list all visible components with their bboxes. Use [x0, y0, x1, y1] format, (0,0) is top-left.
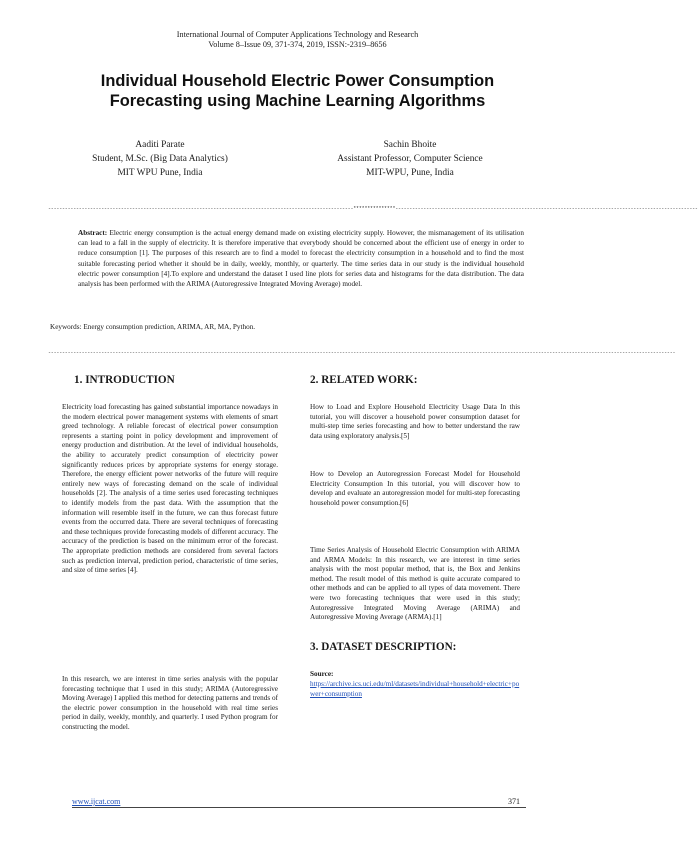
journal-name: International Journal of Computer Applications Technology and Research: [176, 30, 419, 39]
author-role: Student, M.Sc. (Big Data Analytics): [92, 154, 228, 164]
separator-stars: -------------------------------------------------------------------------------------------------------------***************------------------------------------------------------------------------------------------------------------: [48, 206, 698, 212]
section-heading-related-work: 2. RELATED WORK:: [310, 374, 418, 386]
author-role: Assistant Professor, Computer Science: [337, 154, 483, 164]
dataset-source-link[interactable]: https://archive.ics.uci.edu/ml/datasets/individual+household+electric+power+consumption: [310, 680, 520, 698]
separator-dashes: --------------------------------------------------------------------------------------------------------------------------------------------------------------------------------------------------------------------------------: [48, 350, 676, 356]
section-heading-dataset: 3. DATASET DESCRIPTION:: [310, 641, 457, 653]
title-line-2: Forecasting using Machine Learning Algorithms: [109, 92, 486, 110]
author-affiliation: MIT WPU Pune, India: [117, 168, 203, 178]
introduction-paragraph-1: Electricity load forecasting has gained substantial importance nowadays in the modern electrical power management systems with elements of smart greed technology. A reliable forecast of electrical power consumption represents a starting point in policy development and improvement of energy production and distribution. At the level of individual households, the ability to accurately predict consumption of electricity power significantly reduces prices by appropriate systems for energy storage. Therefore, the energy efficient power networks of the future will require entirely new ways of forecasting demand on the scale of individual households [2]. The analysis of a time series used forecasting techniques to identify models from the past data. With the assumption that the information will resemble itself in the future, we can thus forecast future events from the occurred data. There are several techniques of forecasting and these techniques provide forecasting models of different accuracy. The accuracy of the prediction is based on the minimum error of the forecast. The appropriate prediction methods are considered from several factors such as prediction interval, prediction period, characteristic of time series, and size of time series [4].: [62, 403, 278, 575]
abstract-label: Abstract:: [78, 229, 108, 237]
abstract: [78, 228, 524, 289]
paper-title: [40, 71, 555, 111]
page-number: 371: [508, 797, 520, 806]
related-work-paragraph-3: Time Series Analysis of Household Electric Consumption with ARIMA and ARMA Models: In this research, we are interest in time series analysis with the most popular method, that is, the Box and Jenkins method. The result model of this method is quite accurate compared to other methods and can be applied to all types of data movement. There were two forecasting techniques that were used in this study; Autoregressive Integrated Moving Average (ARIMA) and Autoregressive Moving Average (ARMA).[1]: [310, 546, 520, 622]
introduction-paragraph-2: In this research, we are interest in time series analysis with the popular forecasting technique that I used in this study; ARIMA (Autoregressive Moving Average) I applied this method for detecting patterns and trends of the electric power consumption in the household with real time series period in daily, weekly, monthly, and quarterly. I used Python program for constructing the model.: [62, 675, 278, 731]
author-block-2: [310, 138, 510, 180]
section-heading-introduction: 1. INTRODUCTION: [74, 374, 175, 386]
keywords: Keywords: Energy consumption prediction, ARIMA, AR, MA, Python.: [50, 323, 256, 331]
author-block-1: [60, 138, 260, 180]
author-name: Sachin Bhoite: [383, 140, 437, 150]
abstract-text: Electric energy consumption is the actual energy demand made on existing electricity supply. However, the mismanagement of its utilisation can lead to a fall in the supply of electricity. It is therefore imperative that everybody should be concerned about the efficient use of energy in order to reduce consumption [1]. The purposes of this research are to find a model to forecast the electricity consumption in a household and to find the most suitable forecasting period whether it should be in daily, weekly, monthly, or quarterly. The time series data in our study is the individual household electric power consumption [4].To explore and understand the dataset I used line plots for series data and histograms for the data distribution. The data analysis has been performed with the ARIMA (Autoregressive Integrated Moving Average) model.: [78, 229, 524, 289]
related-work-paragraph-1: How to Load and Explore Household Electricity Usage Data In this tutorial, you will discover a household power consumption dataset for multi-step time series forecasting and how to better understand the raw data using exploratory analysis.[5]: [310, 403, 520, 440]
footer-rule: [72, 807, 526, 808]
source-label: Source:: [310, 670, 334, 678]
author-name: Aaditi Parate: [135, 140, 185, 150]
journal-volume: Volume 8–Issue 09, 371-374, 2019, ISSN:-2319–8656: [208, 40, 387, 49]
author-affiliation: MIT-WPU, Pune, India: [366, 168, 454, 178]
title-line-1: Individual Household Electric Power Consumption: [100, 72, 495, 90]
footer-site-link[interactable]: www.ijcat.com: [72, 797, 121, 806]
related-work-paragraph-2: How to Develop an Autoregression Forecast Model for Household Electricity Consumption In this tutorial, you will discover how to develop and evaluate an autoregression model for multi-step forecasting household power consumption.[6]: [310, 470, 520, 507]
